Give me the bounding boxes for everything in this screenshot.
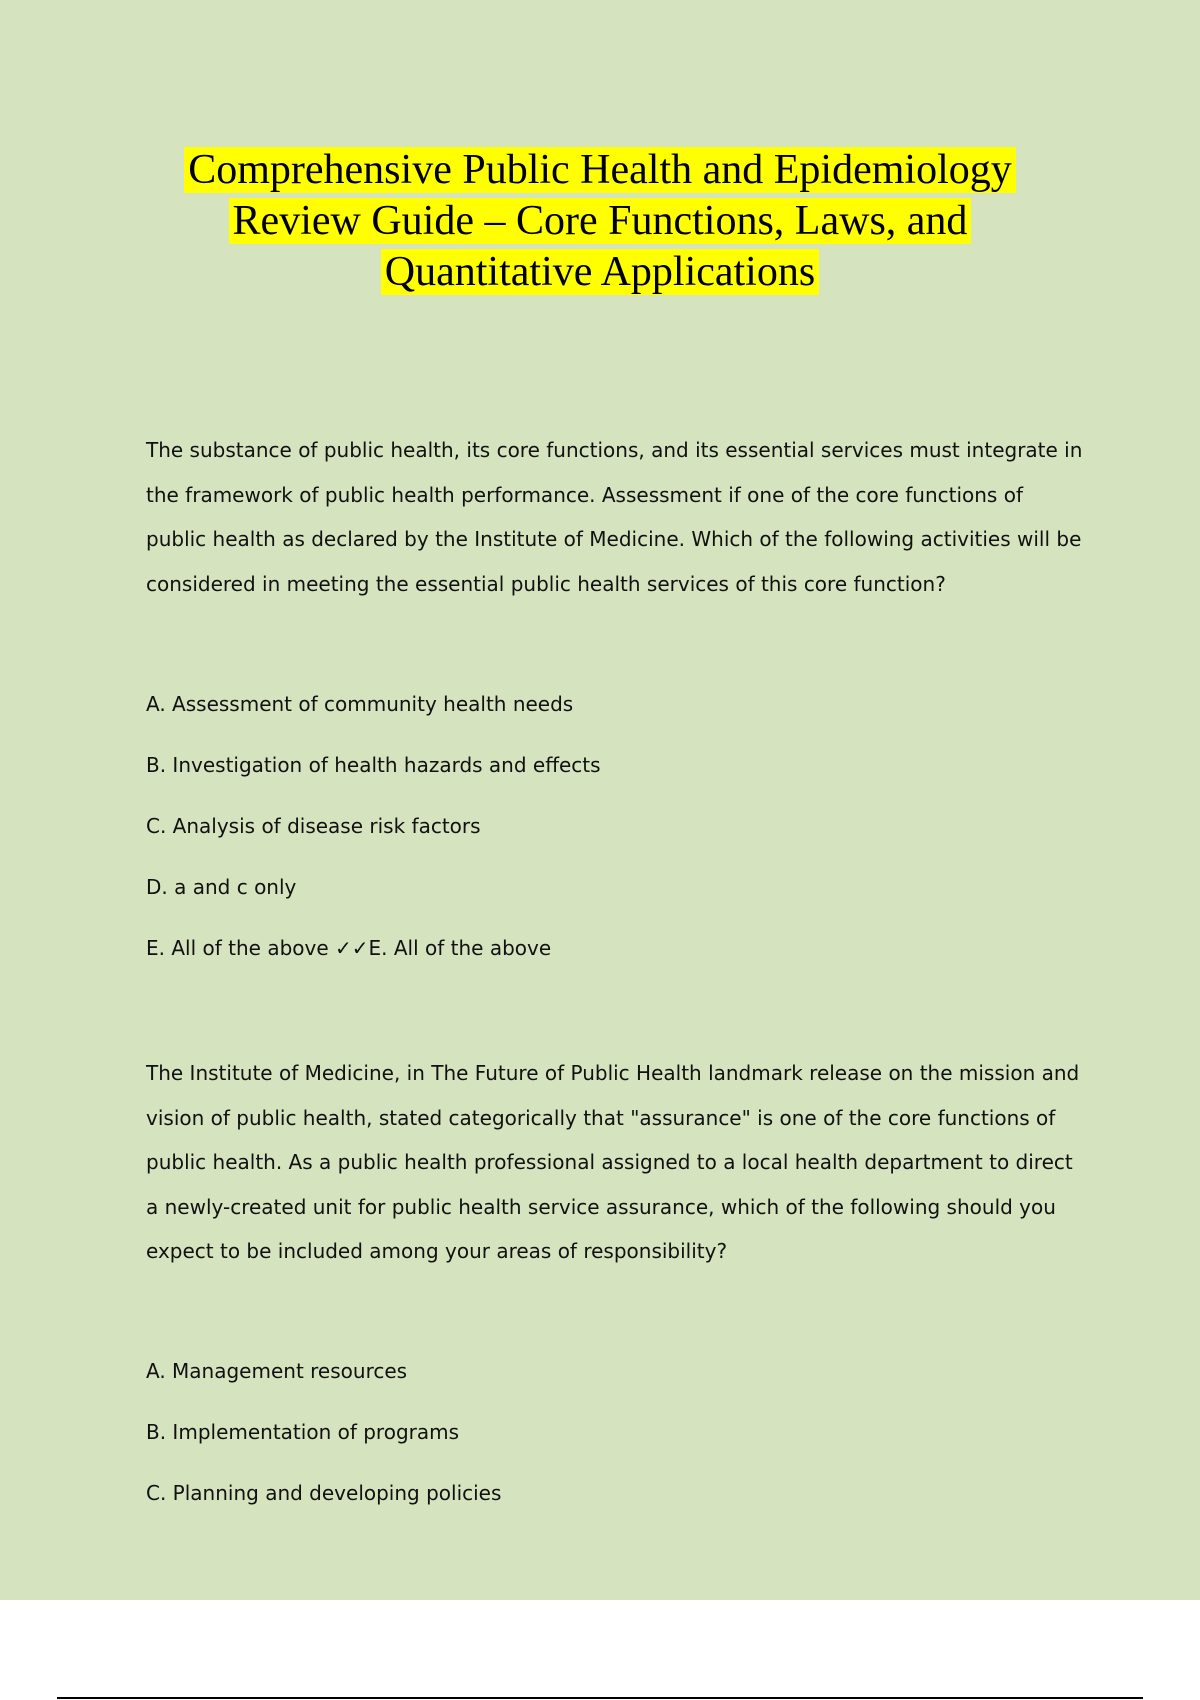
question-1-option-c: C. Analysis of disease risk factors — [146, 814, 481, 838]
title-line-3: Quantitative Applications — [0, 247, 1200, 298]
title-line-2: Review Guide – Core Functions, Laws, and — [0, 196, 1200, 247]
question-2-text: The Institute of Medicine, in The Future of Public Health landmark release on the mission and vision of public health, stated categorically that "assurance" is one of the core functions of public health. As a public health professional assigned to a local health department to direct a newly-created unit for public health service assurance, which of the following should you expect to be included among your areas of responsibility? — [146, 1061, 1080, 1263]
title-line-1: Comprehensive Public Health and Epidemiology — [0, 145, 1200, 196]
question-1-option-e: E. All of the above ✓✓E. All of the above — [146, 936, 552, 960]
document-title — [0, 145, 1200, 298]
question-1-option-b: B. Investigation of health hazards and effects — [146, 753, 601, 777]
question-2-option-b: B. Implementation of programs — [146, 1420, 460, 1444]
question-2-option-c: C. Planning and developing policies — [146, 1481, 502, 1505]
question-2-option-a: A. Management resources — [146, 1359, 408, 1383]
question-1-option-a: A. Assessment of community health needs — [146, 692, 574, 716]
question-1-text: The substance of public health, its core functions, and its essential services must integrate in the framework of public health performance. Assessment if one of the core functions of public health as declared by the Institute of Medicine. Which of the following activities will be considered in meeting the essential public health services of this core function? — [146, 438, 1083, 596]
question-1-option-d: D. a and c only — [146, 875, 297, 899]
footer-rule — [57, 1697, 1143, 1699]
